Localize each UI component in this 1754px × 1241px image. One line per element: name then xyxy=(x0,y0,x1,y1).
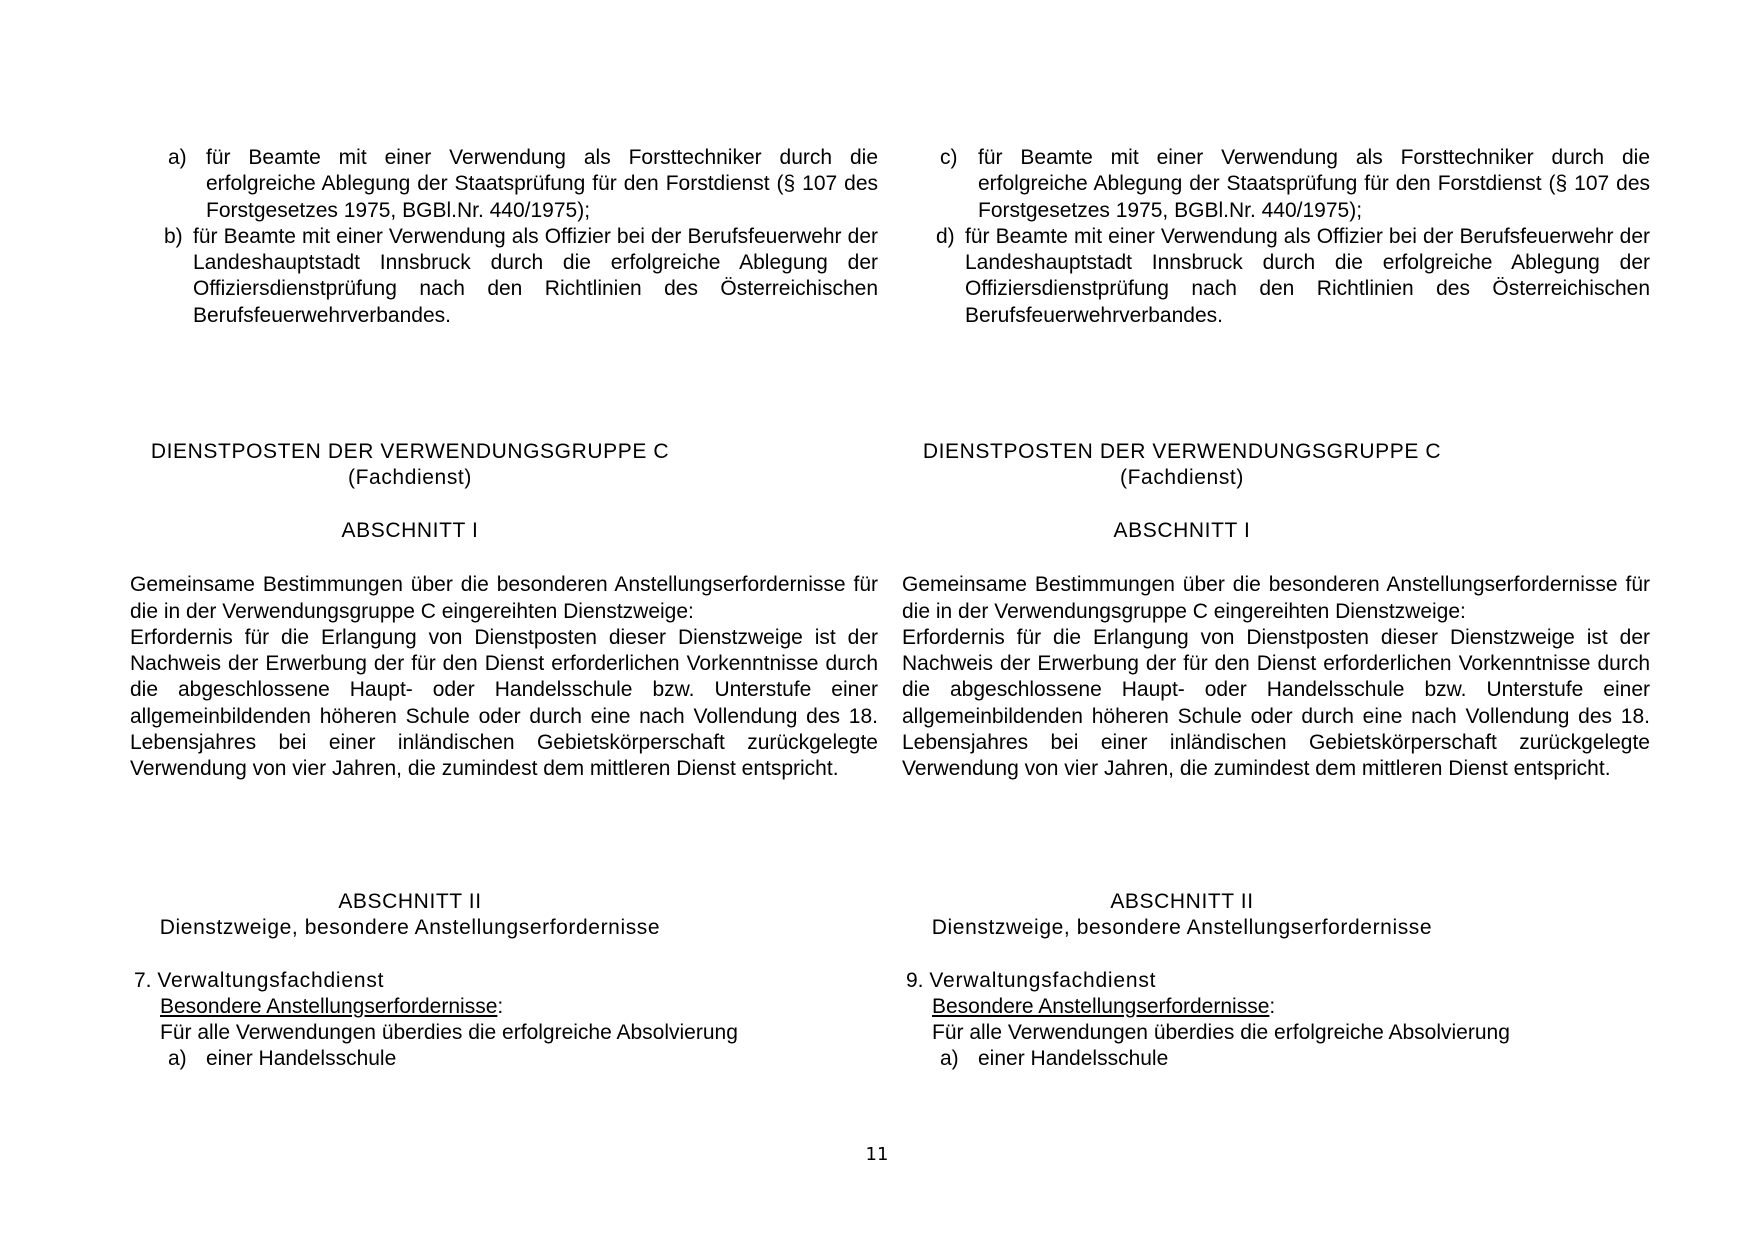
requirements-label xyxy=(932,994,1650,1020)
sub-item-a xyxy=(168,1046,878,1072)
group-title: DIENSTPOSTEN DER VERWENDUNGSGRUPPE C xyxy=(922,440,1442,463)
section-2-title: ABSCHNITT II xyxy=(338,890,482,913)
sub-marker: a) xyxy=(168,1047,187,1071)
group-title: DIENSTPOSTEN DER VERWENDUNGSGRUPPE C xyxy=(150,440,670,463)
section-1 xyxy=(902,518,1650,783)
requirements-colon: : xyxy=(1269,994,1276,1018)
requirements-text: Für alle Verwendungen überdies die erfolgreiche Absolvierung xyxy=(932,1021,1510,1045)
list-marker: b) xyxy=(164,224,183,248)
requirements-label xyxy=(160,994,878,1020)
section-1-title: ABSCHNITT I xyxy=(341,519,479,542)
section-1-body: Erfordernis für die Erlangung von Dienstposten dieser Dienstzweige ist der Nachweis der Erwerbung der für den Dienst erforderlichen Vorkenntnisse durch die abgeschlossene Haupt- oder Handelsschule bzw. Unterstufe einer allgemeinbildenden höheren Schule oder durch eine nach Vollendung des 18. Lebensjahres bei einer inländischen Gebietskörperschaft zurückgelegte Verwendung von vier Jahren, die zumindest dem mittleren Dienst entspricht. xyxy=(902,625,1650,781)
group-subtitle: (Fachdienst) xyxy=(348,466,472,490)
group-subtitle: (Fachdienst) xyxy=(1120,466,1244,490)
list-item-d xyxy=(936,224,1650,329)
list-text: für Beamte mit einer Verwendung als Forsttechniker durch die erfolgreiche Ablegung der Staatsprüfung für den Forstdienst (§ 107 des Forstgesetzes 1975, BGBl.Nr. 440/1975); xyxy=(206,146,878,222)
sub-item-a xyxy=(940,1046,1650,1072)
section-2-title: ABSCHNITT II xyxy=(1110,890,1254,913)
list-text: für Beamte mit einer Verwendung als Forsttechniker durch die erfolgreiche Ablegung der Staatsprüfung für den Forstdienst (§ 107 des Forstgesetzes 1975, BGBl.Nr. 440/1975); xyxy=(978,146,1650,222)
group-heading xyxy=(130,439,690,492)
list-marker: d) xyxy=(936,224,955,248)
service-branch-item xyxy=(906,968,1650,994)
sub-text: einer Handelsschule xyxy=(206,1047,397,1071)
section-1-intro: Gemeinsame Bestimmungen über die besonderen Anstellungserfordernisse für die in der Verwendungsgruppe C eingereihten Dienstzweige: xyxy=(130,573,878,623)
list-text: für Beamte mit einer Verwendung als Offizier bei der Berufsfeuerwehr der Landeshauptstadt Innsbruck durch die erfolgreiche Ablegung der Offiziersdienstprüfung nach den Richtlinien des Österreichischen Berufsfeuerwehrverbandes. xyxy=(193,224,878,327)
section-1-intro: Gemeinsame Bestimmungen über die besonderen Anstellungserfordernisse für die in der Verwendungsgruppe C eingereihten Dienstzweige: xyxy=(902,573,1650,623)
left-column xyxy=(130,145,878,1071)
section-1-title: ABSCHNITT I xyxy=(1113,519,1251,542)
list-text: für Beamte mit einer Verwendung als Offizier bei der Berufsfeuerwehr der Landeshauptstadt Innsbruck durch die erfolgreiche Ablegung der Offiziersdienstprüfung nach den Richtlinien des Österreichischen Berufsfeuerwehrverbandes. xyxy=(965,224,1650,327)
item-number: 9. xyxy=(906,968,924,992)
list-item-a xyxy=(168,145,878,224)
list-item-c xyxy=(940,145,1650,224)
section-2-subtitle: Dienstzweige, besondere Anstellungserfordernisse xyxy=(159,916,661,940)
group-heading xyxy=(902,439,1462,492)
section-2-subtitle: Dienstzweige, besondere Anstellungserfordernisse xyxy=(931,916,1433,940)
page-number: 11 xyxy=(865,1144,889,1165)
sub-marker: a) xyxy=(940,1047,959,1071)
item-number: 7. xyxy=(134,968,152,992)
list-marker: a) xyxy=(168,146,187,169)
item-title: Verwaltungsfachdienst xyxy=(157,968,385,992)
requirements-colon: : xyxy=(497,994,504,1018)
list-item-b xyxy=(164,224,878,329)
item-title: Verwaltungsfachdienst xyxy=(929,968,1157,992)
section-1-body: Erfordernis für die Erlangung von Dienstposten dieser Dienstzweige ist der Nachweis der Erwerbung der für den Dienst erforderlichen Vorkenntnisse durch die abgeschlossene Haupt- oder Handelsschule bzw. Unterstufe einer allgemeinbildenden höheren Schule oder durch eine nach Vollendung des 18. Lebensjahres bei einer inländischen Gebietskörperschaft zurückgelegte Verwendung von vier Jahren, die zumindest dem mittleren Dienst entspricht. xyxy=(130,625,878,781)
section-2 xyxy=(902,889,1650,1073)
right-column xyxy=(902,145,1650,1071)
section-1 xyxy=(130,518,878,783)
section-2 xyxy=(130,889,878,1073)
list-marker: c) xyxy=(940,146,958,169)
requirements-label-text: Besondere Anstellungserfordernisse xyxy=(932,994,1270,1018)
requirements-text: Für alle Verwendungen überdies die erfolgreiche Absolvierung xyxy=(160,1021,738,1045)
sub-text: einer Handelsschule xyxy=(978,1047,1169,1071)
service-branch-item xyxy=(134,968,878,994)
requirements-label-text: Besondere Anstellungserfordernisse xyxy=(160,994,498,1018)
